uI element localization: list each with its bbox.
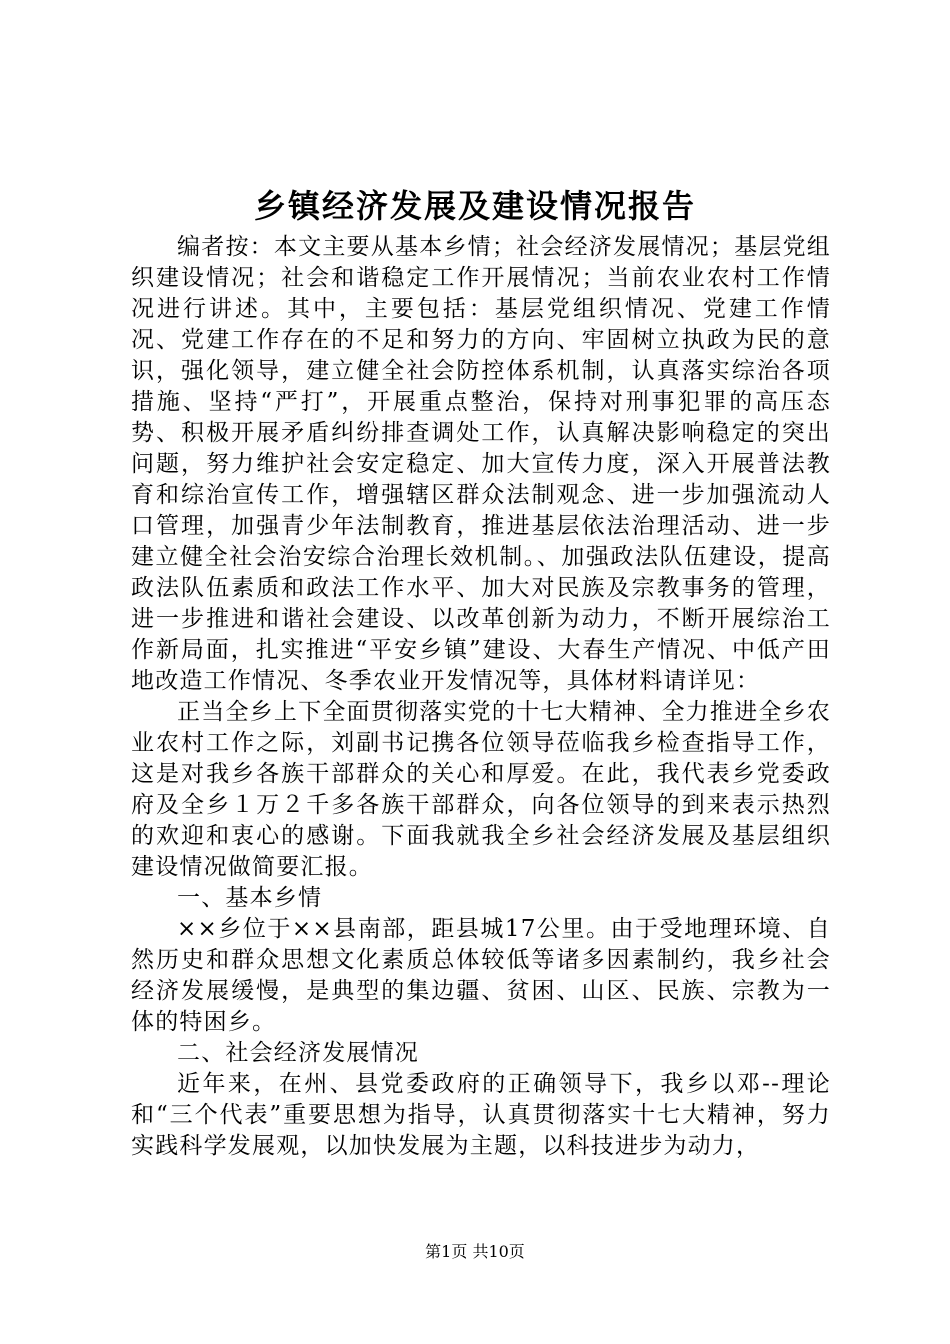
document-title: 乡镇经济发展及建设情况报告 (253, 187, 696, 225)
section-heading: 一、基本乡情 (177, 885, 323, 911)
body-paragraph: 正当全乡上下全面贯彻落实党的十七大精神、全力推进全乡农业农村工作之际，刘副书记携各位领导莅临我乡检查指导工作，这是对我乡各族干部群众的关心和厚爱。在此，我代表乡党委政府及全乡１万２千多各族干部群众，向各位领导的到来表示热烈的欢迎和衷心的感谢。下面我就我全乡社会经济发展及基层组织建设情况做简要汇报。 (131, 699, 831, 880)
page-footer: 第1页 共10页 (425, 1242, 525, 1261)
body-paragraph: ××乡位于××县南部，距县城17公里。由于受地理环境、自然历史和群众思想文化素质总体较低等诸多因素制约，我乡社会经济发展缓慢，是典型的集边疆、贫困、山区、民族、宗教为一体的特困乡。 (131, 916, 831, 1035)
document-body (131, 232, 831, 1162)
section-heading: 二、社会经济发展情况 (177, 1040, 419, 1066)
body-paragraph: 近年来，在州、县党委政府的正确领导下，我乡以邓--理论和“三个代表”重要思想为指导，认真贯彻落实十七大精神，努力实践科学发展观，以加快发展为主题，以科技进步为动力， (131, 1071, 831, 1159)
editor-note-paragraph: 编者按：本文主要从基本乡情；社会经济发展情况；基层党组织建设情况；社会和谐稳定工作开展情况；当前农业农村工作情况进行讲述。其中，主要包括：基层党组织情况、党建工作情况、党建工作存在的不足和努力的方向、牢固树立执政为民的意识，强化领导，建立健全社会防控体系机制，认真落实综治各项措施、坚持“严打”，开展重点整治，保持对刑事犯罪的高压态势、积极开展矛盾纠纷排查调处工作，认真解决影响稳定的突出问题，努力维护社会安定稳定、加大宣传力度，深入开展普法教育和综治宣传工作，增强辖区群众法制观念、进一步加强流动人口管理，加强青少年法制教育，推进基层依法治理活动、进一步建立健全社会治安综合治理长效机制。、加强政法队伍建设，提高政法队伍素质和政法工作水平、加大对民族及宗教事务的管理，进一步推进和谐社会建设、以改革创新为动力，不断开展综治工作新局面，扎实推进“平安乡镇”建设、大春生产情况、中低产田地改造工作情况、冬季农业开发情况等，具体材料请详见： (131, 234, 831, 694)
